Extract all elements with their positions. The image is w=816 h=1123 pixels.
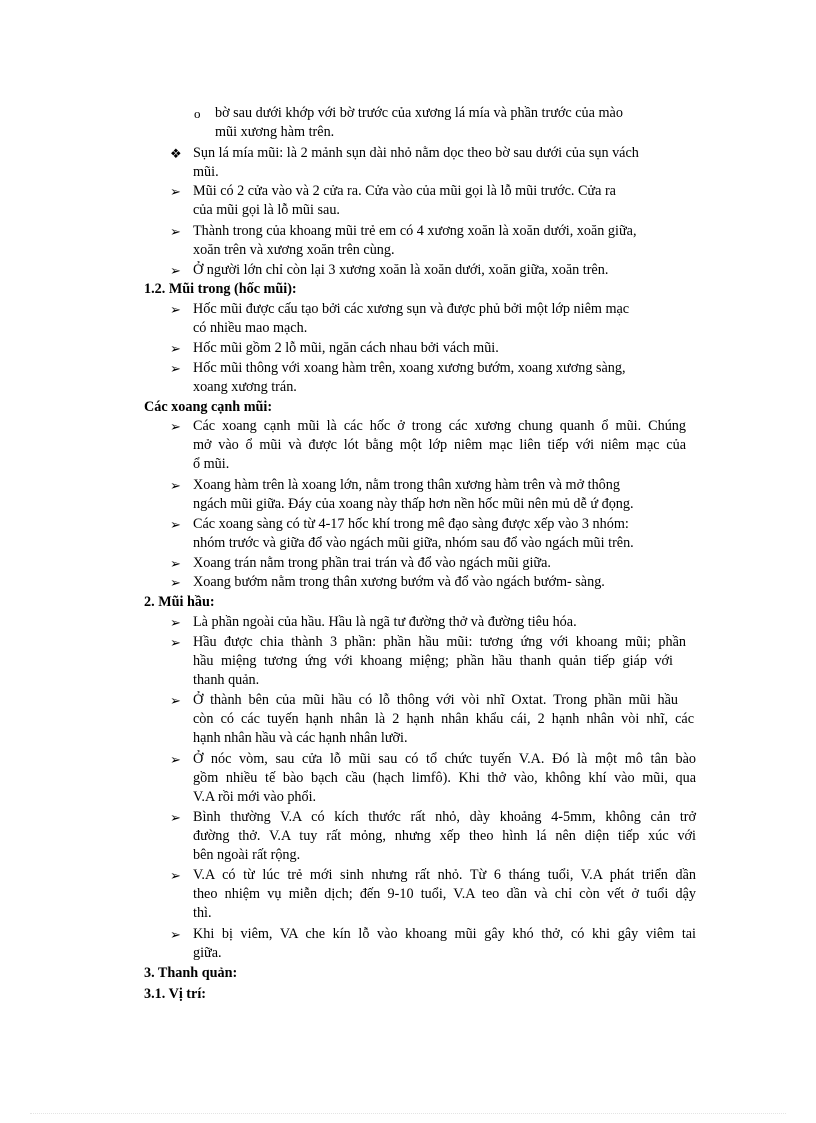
arrow-bullet-icon: ➢: [170, 184, 181, 199]
text-line: V.A rồi mới vào phổi.: [193, 789, 317, 805]
text-line: thì.: [193, 905, 212, 921]
text-line: Hốc mũi thông với xoang hàm trên, xoang xương bướm, xoang xương sàng,: [193, 360, 626, 376]
diamond-bullet-icon: ❖: [170, 146, 182, 161]
text-line: Thành trong của khoang mũi trẻ em có 4 xương xoăn là xoăn dưới, xoăn giữa,: [193, 223, 637, 239]
text-line: Là phần ngoài của hầu. Hầu là ngã tư đường thở và đường tiêu hóa.: [193, 614, 577, 630]
text-line: mở vào ổ mũi và được lót bằng một lớp niêm mạc liên tiếp với niêm mạc của: [193, 437, 686, 453]
arrow-bullet-icon: ➢: [170, 478, 181, 493]
arrow-bullet-icon: ➢: [170, 927, 181, 942]
text-line: Các xoang cạnh mũi là các hốc ở trong các xương chung quanh ổ mũi. Chúng: [193, 418, 686, 434]
text-line: theo nhiệm vụ miễn dịch; đến 9-10 tuổi, V.A teo dần và chỉ còn vết ở tuổi dậy: [193, 886, 696, 902]
text-line: hầu miệng tương ứng với khoang miệng; phần hầu thanh quản tiếp giáp với: [193, 653, 673, 669]
text-line: V.A có từ lúc trẻ mới sinh nhưng rất nhỏ. Từ 6 tháng tuổi, V.A phát triển dần: [193, 867, 696, 883]
text-line: còn có các tuyến hạnh nhân là 2 hạnh nhân khẩu cái, 2 hạnh nhân vòi nhĩ, các: [193, 711, 694, 727]
text-line: bên ngoài rất rộng.: [193, 847, 301, 863]
arrow-bullet-icon: ➢: [170, 517, 181, 532]
arrow-bullet-icon: ➢: [170, 224, 181, 239]
arrow-bullet-icon: ➢: [170, 635, 181, 650]
arrow-bullet-icon: ➢: [170, 302, 181, 317]
text-line: ngách mũi giữa. Đáy của xoang này thấp hơn nền hốc mũi nên mủ dễ ứ đọng.: [193, 496, 634, 512]
text-line: ổ mũi.: [193, 456, 230, 472]
arrow-bullet-icon: ➢: [170, 341, 181, 356]
arrow-bullet-icon: ➢: [170, 263, 181, 278]
arrow-bullet-icon: ➢: [170, 752, 181, 767]
text-line: Hầu được chia thành 3 phần: phần hầu mũi: tương ứng với khoang mũi; phần: [193, 634, 686, 650]
text-line: Khi bị viêm, VA che kín lỗ vào khoang mũi gây khó thở, có khi gây viêm tai: [193, 926, 696, 942]
text-line: xoăn trên và xương xoăn trên cùng.: [193, 242, 395, 258]
section-heading: 2. Mũi hầu:: [144, 594, 215, 610]
text-line: Xoang hàm trên là xoang lớn, nằm trong thân xương hàm trên và mở thông: [193, 477, 620, 493]
text-line: Ở thành bên của mũi hầu có lỗ thông với vòi nhĩ Oxtat. Trong phần mũi hầu: [193, 692, 678, 708]
arrow-bullet-icon: ➢: [170, 868, 181, 883]
text-line: nhóm trước và giữa đổ vào ngách mũi giữa, nhóm sau đổ vào ngách mũi trên.: [193, 535, 634, 551]
text-line: hạnh nhân hầu và các hạnh nhân lưỡi.: [193, 730, 408, 746]
text-line: bờ sau dưới khớp với bờ trước của xương lá mía và phần trước của mào: [215, 105, 623, 121]
arrow-bullet-icon: ➢: [170, 693, 181, 708]
text-line: Xoang trán nằm trong phần trai trán và đổ vào ngách mũi giữa.: [193, 555, 551, 571]
text-line: Mũi có 2 cửa vào và 2 cửa ra. Cửa vào của mũi gọi là lỗ mũi trước. Cửa ra: [193, 183, 616, 199]
circle-bullet-icon: o: [194, 106, 201, 121]
text-line: có nhiều mao mạch.: [193, 320, 308, 336]
text-line: Hốc mũi được cấu tạo bởi các xương sụn và được phủ bởi một lớp niêm mạc: [193, 301, 630, 317]
text-line: Ở người lớn chỉ còn lại 3 xương xoăn là xoăn dưới, xoăn giữa, xoăn trên.: [193, 262, 609, 278]
text-line: Các xoang sàng có từ 4-17 hốc khí trong mê đạo sàng được xếp vào 3 nhóm:: [193, 516, 629, 532]
arrow-bullet-icon: ➢: [170, 615, 181, 630]
text-line: đường thở. V.A tuy rất mỏng, nhưng xếp theo hình lá nên diện tiếp xúc với: [193, 828, 696, 844]
arrow-bullet-icon: ➢: [170, 419, 181, 434]
arrow-bullet-icon: ➢: [170, 361, 181, 376]
text-line: thanh quản.: [193, 672, 260, 688]
text-line: mũi xương hàm trên.: [215, 124, 335, 140]
text-line: Hốc mũi gồm 2 lỗ mũi, ngăn cách nhau bởi vách mũi.: [193, 340, 499, 356]
section-heading: 3. Thanh quản:: [144, 965, 238, 981]
text-line: Sụn lá mía mũi: là 2 mảnh sụn dài nhỏ nằm dọc theo bờ sau dưới của sụn vách: [193, 145, 639, 161]
arrow-bullet-icon: ➢: [170, 575, 181, 590]
text-line: của mũi gọi là lỗ mũi sau.: [193, 202, 340, 218]
section-heading: Các xoang cạnh mũi:: [144, 399, 273, 415]
arrow-bullet-icon: ➢: [170, 810, 181, 825]
text-line: gồm nhiều tế bào bạch cầu (hạch limfô). Khi thở vào, không khí vào mũi, qua: [193, 770, 696, 786]
section-heading: 1.2. Mũi trong (hốc mũi):: [144, 281, 297, 297]
text-line: Xoang bướm nằm trong thân xương bướm và đổ vào ngách bướm- sàng.: [193, 574, 605, 590]
text-line: xoang xương trán.: [193, 379, 297, 395]
arrow-bullet-icon: ➢: [170, 556, 181, 571]
page-bottom-rule: [30, 1113, 786, 1114]
section-heading: 3.1. Vị trí:: [144, 986, 206, 1002]
text-line: giữa.: [193, 945, 222, 961]
text-line: Ở nóc vòm, sau cửa lỗ mũi sau có tổ chức tuyến V.A. Đó là một mô tân bào: [193, 751, 696, 767]
text-line: mũi.: [193, 164, 219, 180]
text-line: Bình thường V.A có kích thước rất nhỏ, dày khoảng 4-5mm, không cản trở: [193, 809, 696, 825]
